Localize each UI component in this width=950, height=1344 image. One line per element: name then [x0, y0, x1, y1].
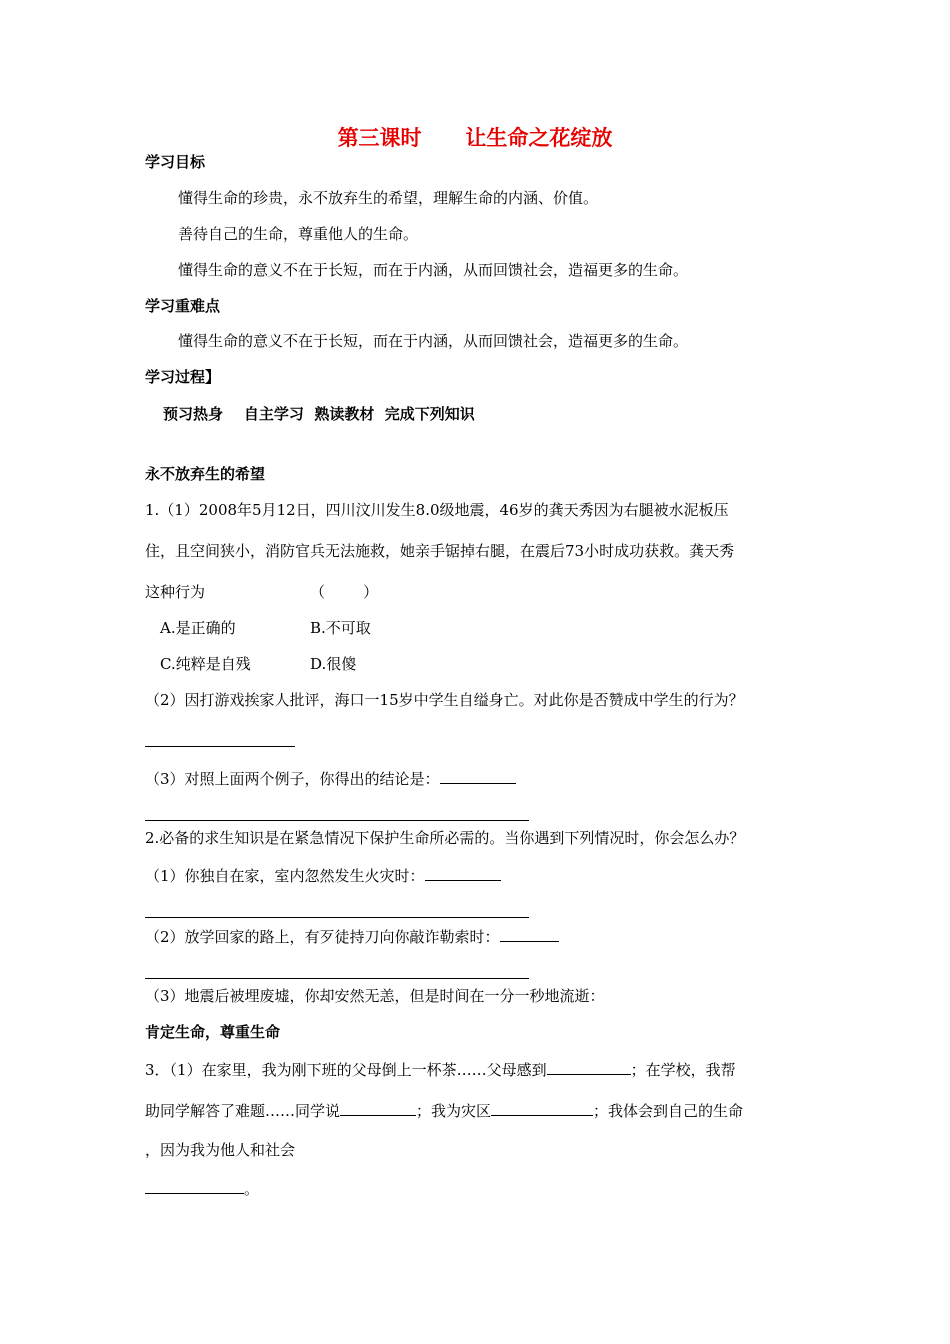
q3-line-3: ，因为我为他人和社会 — [145, 1141, 296, 1159]
answer-line[interactable] — [145, 917, 529, 918]
q3-line-1 — [145, 1058, 736, 1080]
q3-text-b: ；在学校，我帮 — [630, 1061, 736, 1079]
q1-answer-paren[interactable]: （ ） — [310, 583, 379, 601]
q2-part-2-text: （2）放学回家的路上，有歹徒持刀向你敲诈勒索时： — [145, 928, 500, 946]
answer-blank[interactable] — [547, 1058, 631, 1075]
q1-part-3 — [145, 767, 516, 789]
process-subheading: 预习热身 自主学习 熟读教材 完成下列知识 — [163, 405, 475, 423]
objective-item-2: 善待自己的生命，尊重他人的生命。 — [178, 225, 419, 243]
q3-text-a: 3．（1）在家里，我为刚下班的父母倒上一杯茶……父母感到 — [145, 1061, 547, 1079]
objective-item-1: 懂得生命的珍贵，永不放弃生的希望，理解生命的内涵、价值。 — [178, 189, 599, 207]
answer-blank[interactable] — [500, 925, 559, 942]
q1-line-3: 这种行为 — [145, 583, 206, 601]
keypoints-text: 懂得生命的意义不在于长短，而在于内涵，从而回馈社会，造福更多的生命。 — [178, 332, 689, 350]
option-a[interactable]: A.是正确的 — [160, 619, 236, 637]
q1-line-2: 住，且空间狭小，消防官兵无法施救，她亲手锯掉右腿，在震后73小时成功获救。龚天秀 — [145, 542, 735, 560]
q3-line-4 — [145, 1177, 259, 1199]
q3-text-d: ；我为灾区 — [416, 1102, 492, 1120]
answer-blank[interactable] — [425, 864, 501, 881]
answer-line[interactable] — [145, 978, 529, 979]
section2-heading: 肯定生命，尊重生命 — [145, 1023, 281, 1041]
q2-part-1-text: （1）你独自在家，室内忽然发生火灾时： — [145, 867, 425, 885]
process-heading: 学习过程】 — [145, 368, 221, 386]
answer-line[interactable] — [145, 820, 529, 821]
option-d[interactable]: D.很傻 — [310, 655, 357, 673]
q2-part-3: （3）地震后被埋废墟，你却安然无恙，但是时间在一分一秒地流逝： — [145, 987, 605, 1005]
option-b[interactable]: B.不可取 — [310, 619, 371, 637]
option-c[interactable]: C.纯粹是自残 — [160, 655, 251, 673]
q2-part-1 — [145, 864, 501, 886]
q1-line-1: 1.（1）2008年5月12日，四川汶川发生8.0级地震，46岁的龚天秀因为右腿被水泥板压 — [145, 501, 729, 519]
q2-part-2 — [145, 925, 559, 947]
keypoints-heading: 学习重难点 — [145, 297, 221, 315]
answer-blank[interactable] — [340, 1099, 416, 1116]
q3-text-c: 助同学解答了难题……同学说 — [145, 1102, 341, 1120]
q2-intro: 2.必备的求生知识是在紧急情况下保护生命所必需的。当你遇到下列情况时，你会怎么办？ — [145, 829, 745, 847]
q1-part-3-text: （3）对照上面两个例子，你得出的结论是： — [145, 770, 440, 788]
answer-blank[interactable] — [491, 1099, 593, 1116]
q3-line-2 — [145, 1099, 743, 1121]
objectives-heading: 学习目标 — [145, 153, 206, 171]
answer-line[interactable] — [145, 746, 295, 747]
q3-end: 。 — [244, 1180, 260, 1198]
objective-item-3: 懂得生命的意义不在于长短，而在于内涵，从而回馈社会，造福更多的生命。 — [178, 261, 689, 279]
page-title: 第三课时 让生命之花绽放 — [337, 126, 613, 150]
answer-blank[interactable] — [145, 1177, 244, 1194]
answer-blank[interactable] — [440, 767, 516, 784]
section1-heading: 永不放弃生的希望 — [145, 465, 266, 483]
q3-text-e: ；我体会到自己的生命 — [593, 1102, 744, 1120]
q1-part-2: （2）因打游戏挨家人批评，海口一15岁中学生自缢身亡。对此你是否赞成中学生的行为？ — [145, 691, 744, 709]
